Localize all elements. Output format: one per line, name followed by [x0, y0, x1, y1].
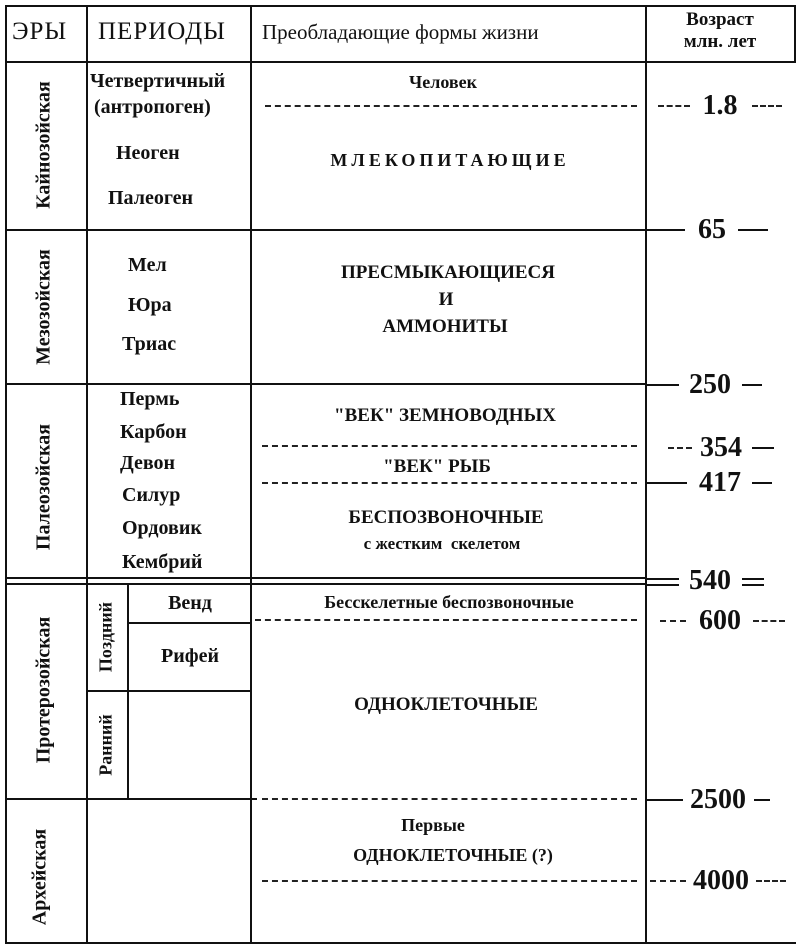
age-tick-354-right: [752, 447, 774, 449]
boundary-dash-1-8: [265, 105, 637, 107]
vend-bottom-border: [127, 622, 252, 624]
age-tick-250-left: [647, 384, 679, 386]
age-417: 417: [699, 467, 741, 498]
age-tick-540-left-top: [647, 578, 679, 580]
period-triassic: Триас: [122, 333, 177, 355]
age-tick-65-left: [647, 229, 685, 231]
life-reptiles: ПРЕСМЫКАЮЩИЕСЯ: [340, 262, 556, 283]
period-riphean: Рифей: [161, 645, 219, 667]
mesozoic-bottom-border: [5, 383, 647, 385]
life-forms-header: Преобладающие формы жизни: [262, 20, 539, 44]
life-column-divider: [645, 5, 647, 944]
age-header-line2: млн. лет: [683, 31, 757, 52]
era-proterozoic: Протерозойская: [32, 616, 55, 764]
cenozoic-bottom-border: [5, 229, 647, 231]
period-quaternary: Четвертичный: [90, 70, 226, 92]
proterozoic-bottom-border: [5, 798, 257, 800]
life-hard-skeleton: с жестким скелетом: [363, 534, 521, 553]
subera-early: Ранний: [95, 714, 116, 776]
era-column-divider: [86, 5, 88, 944]
age-540: 540: [689, 565, 731, 596]
life-first: Первые: [401, 815, 465, 835]
period-devonian: Девон: [120, 452, 176, 474]
boundary-dash-600: [255, 619, 637, 621]
header-bottom-border: [5, 61, 796, 63]
era-paleozoic: Палеозойская: [32, 423, 55, 551]
age-tick-1-8-left: [658, 105, 690, 107]
life-amphibians: "ВЕК" ЗЕМНОВОДНЫХ: [334, 405, 556, 426]
period-cambrian: Кембрий: [122, 551, 203, 573]
period-silurian: Силур: [122, 484, 181, 506]
table-bottom-border: [5, 942, 796, 944]
period-jurassic: Юра: [128, 294, 172, 316]
period-neogene: Неоген: [116, 142, 180, 164]
life-and: И: [438, 289, 454, 310]
age-tick-600-right: [753, 620, 785, 622]
age-2500: 2500: [690, 784, 746, 815]
proterozoic-top-border: [5, 583, 647, 585]
age-354: 354: [700, 432, 742, 463]
age-tick-4000-right: [756, 880, 786, 882]
life-fish: "ВЕК" РЫБ: [383, 456, 491, 477]
age-tick-65-right: [738, 229, 768, 231]
period-quaternary-alt: (антропоген): [94, 96, 211, 118]
age-4000: 4000: [693, 865, 749, 896]
late-early-divider: [86, 690, 252, 692]
subera-late: Поздний: [95, 601, 116, 673]
age-250: 250: [689, 369, 731, 400]
age-tick-354-left: [668, 447, 692, 449]
life-unicellular: ОДНОКЛЕТОЧНЫЕ: [354, 694, 538, 715]
table-top-border: [5, 5, 796, 7]
age-tick-2500-left: [647, 799, 683, 801]
age-1-8: 1.8: [702, 90, 738, 121]
eras-header: ЭРЫ: [12, 18, 68, 45]
period-ordovician: Ордовик: [122, 517, 202, 539]
age-tick-4000-left: [650, 880, 686, 882]
era-cenozoic: Кайнозойская: [32, 81, 55, 209]
era-mesozoic: Мезозойская: [32, 249, 55, 365]
life-invertebrates: БЕСПОЗВОНОЧНЫЕ: [348, 507, 544, 528]
life-skeletonless: Бесскелетные беспозвоночные: [324, 592, 574, 612]
period-permian: Пермь: [120, 388, 180, 410]
table-right-border: [794, 5, 796, 63]
paleozoic-bottom-border: [5, 577, 647, 579]
age-tick-540-right-bottom: [742, 584, 764, 586]
life-ammonites: АММОНИТЫ: [382, 316, 508, 337]
age-tick-417-left: [647, 482, 687, 484]
periods-column-divider: [250, 5, 252, 944]
age-tick-540-right-top: [742, 578, 764, 580]
age-tick-540-left-bottom: [647, 584, 679, 586]
age-tick-250-right: [742, 384, 762, 386]
period-cretaceous: Мел: [128, 254, 167, 276]
life-mammals: МЛЕКОПИТАЮЩИЕ: [330, 150, 570, 170]
age-65: 65: [698, 214, 726, 245]
life-first-unicellular: ОДНОКЛЕТОЧНЫЕ (?): [353, 845, 553, 865]
age-tick-417-right: [752, 482, 772, 484]
age-tick-2500-right: [754, 799, 770, 801]
age-tick-1-8-right: [752, 105, 782, 107]
periods-header: ПЕРИОДЫ: [98, 18, 226, 45]
period-vendian: Венд: [168, 592, 212, 614]
age-header-line1: Возраст: [686, 9, 754, 30]
period-paleogene: Палеоген: [108, 187, 194, 209]
boundary-dash-4000: [262, 880, 637, 882]
age-600: 600: [699, 605, 741, 636]
boundary-dash-417: [262, 482, 637, 484]
period-carboniferous: Карбон: [120, 421, 187, 443]
boundary-dash-354: [262, 445, 637, 447]
life-human: Человек: [409, 72, 477, 92]
age-tick-600-left: [660, 620, 686, 622]
boundary-dash-2500: [262, 798, 637, 800]
era-archean: Архейская: [28, 828, 51, 926]
table-left-border: [5, 5, 7, 944]
